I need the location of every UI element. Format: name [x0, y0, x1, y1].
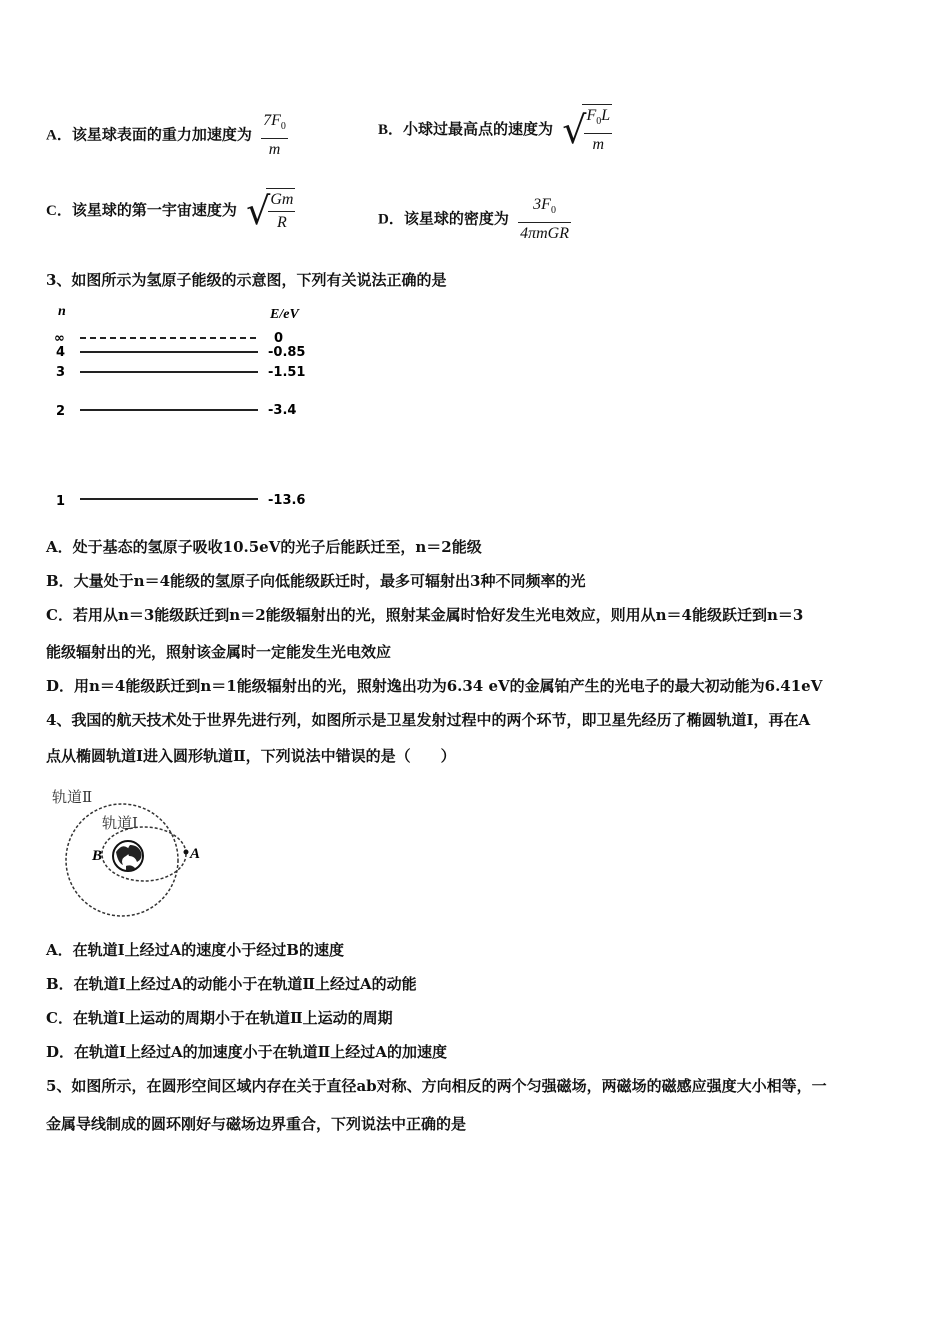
q5-stem-line2: 金属导线制成的圆环刚好与磁场边界重合，下列说法中正确的是	[46, 1115, 467, 1133]
formula-fraction	[584, 105, 612, 156]
level-n-4: 4	[56, 345, 66, 360]
q3-option-d: D．用n＝4能级跃迁到n＝1能级辐射出的光，照射逸出功为6.34 eV的金属铂产生的光电子的最大初动能为6.41eV	[46, 677, 823, 695]
option-text: 该星球的第一宇宙速度为	[71, 201, 237, 219]
option-letter: C．	[46, 203, 72, 219]
level-energy-2: -3.4	[268, 403, 297, 418]
square-root: √ $\frac{Gm}{R}$	[246, 189, 294, 233]
q4-option-c: C．在轨道I上运动的周期小于在轨道Ⅱ上运动的周期	[46, 1009, 393, 1027]
q3-stem: 3、如图所示为氢原子能级的示意图，下列有关说法正确的是	[46, 271, 447, 289]
orbit-diagram	[46, 782, 216, 922]
subscript: 0	[596, 116, 602, 128]
option-letter: A．	[46, 127, 72, 144]
subscript: 0	[280, 121, 286, 133]
formula-fraction	[518, 194, 571, 245]
point-a-label: A	[190, 846, 201, 862]
q3-option-a: A．处于基态的氢原子吸收10.5eV的光子后能跃迁至，n＝2能级	[46, 538, 482, 556]
option-text: 小球过最高点的速度为	[403, 120, 554, 139]
numerator: 7F	[263, 112, 281, 129]
energy-axis-label: E/eV	[270, 307, 299, 322]
formula-fraction	[261, 110, 288, 161]
earth-icon	[113, 841, 143, 871]
q5-stem-line1: 5、如图所示，在圆形空间区域内存在关于直径ab对称、方向相反的两个匀强磁场，两磁场的磁感应强度大小相等，一	[46, 1077, 827, 1095]
numerator: Gm	[270, 191, 294, 208]
q2-option-a	[46, 110, 288, 161]
q4-stem-line2: 点从椭圆轨道I进入圆形轨道Ⅱ，下列说法中错误的是（ ）	[46, 747, 456, 765]
q2-option-b	[378, 104, 612, 156]
formula-fraction	[268, 189, 295, 234]
level-n-3: 3	[56, 365, 66, 380]
point-a-dot	[184, 850, 189, 855]
q4-stem-line1: 4、我国的航天技术处于世界先进行列，如图所示是卫星发射过程中的两个环节，即卫星先经历了椭圆轨道I，再在A	[46, 711, 811, 729]
level-energy-4: -0.85	[268, 345, 306, 360]
q2-option-c	[46, 188, 295, 234]
q4-option-a: A．在轨道I上经过A的速度小于经过B的速度	[46, 941, 344, 959]
q3-option-c-continued: 能级辐射出的光，照射该金属时一定能发生光电效应	[46, 643, 392, 661]
numerator: 3F	[533, 196, 551, 213]
denominator: m	[584, 133, 612, 156]
q3-option-c: C．若用从n＝3能级跃迁到n＝2能级辐射出的光，照射某金属时恰好发生光电效应，则用从n＝4能级跃迁到n＝3	[46, 606, 804, 624]
denominator: R	[268, 211, 295, 234]
option-text: 该星球表面的重力加速度为	[71, 125, 252, 144]
level-energy-1: -13.6	[268, 493, 306, 508]
point-b-label: B	[92, 848, 103, 864]
n-axis-label: n	[58, 304, 66, 319]
option-text: 该星球的密度为	[403, 209, 509, 228]
level-n-1: 1	[56, 494, 66, 509]
denominator: 4πmGR	[518, 222, 571, 245]
level-n-2: 2	[56, 404, 66, 419]
numerator: F	[586, 107, 597, 124]
q2-option-d	[378, 194, 571, 245]
level-energy-3: -1.51	[268, 365, 306, 380]
level-n-inf: ∞	[54, 331, 65, 346]
q3-option-b: B．大量处于n＝4能级的氢原子向低能级跃迁时，最多可辐射出3种不同频率的光	[46, 572, 586, 590]
orbit2-label: 轨道Ⅱ	[52, 788, 93, 806]
q4-option-d: D．在轨道I上经过A的加速度小于在轨道Ⅱ上经过A的加速度	[46, 1043, 447, 1061]
option-letter: D．	[378, 211, 404, 228]
square-root: √ $\frac{F_0L}{m}$	[562, 104, 612, 156]
q4-option-b: B．在轨道I上经过A的动能小于在轨道Ⅱ上经过A的动能	[46, 975, 417, 993]
orbit1-label: 轨道Ⅰ	[102, 814, 138, 832]
energy-level-diagram	[40, 300, 340, 515]
denominator: m	[261, 138, 288, 161]
option-letter: B．	[378, 122, 404, 139]
subscript: 0	[550, 205, 556, 217]
level-energy-inf: 0	[274, 331, 284, 346]
numerator-tail: L	[601, 107, 611, 124]
